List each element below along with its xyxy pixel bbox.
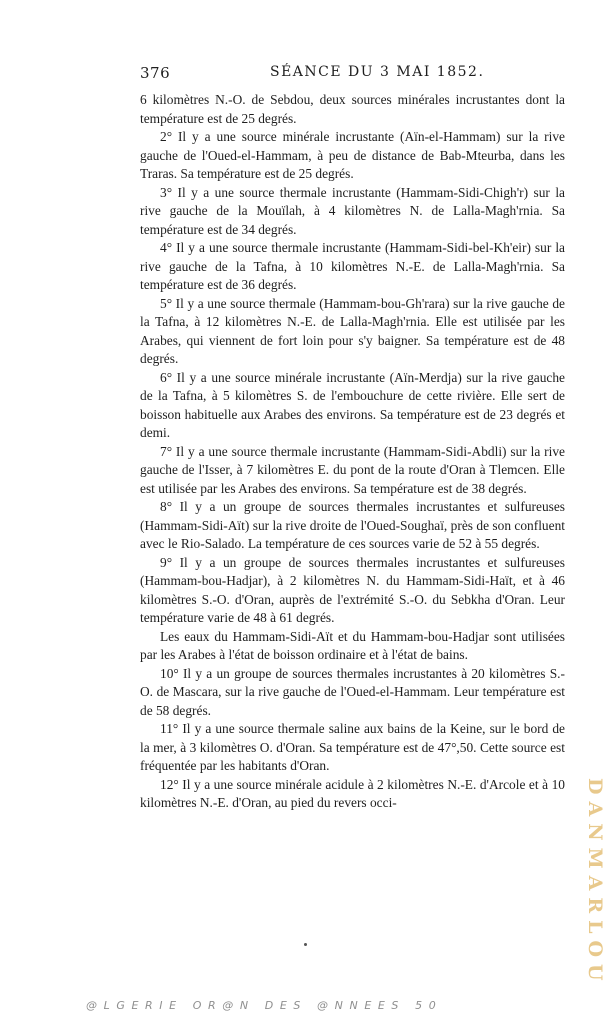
paragraph-note: Les eaux du Hammam-Sidi-Aït et du Hammam-bou-Hadjar sont utilisées par les Arabes à l'état de boisson ordinaire et à l'état de bains. [140,628,565,662]
bottom-watermark: @LGERIE OR@N DES @NNEES 50 [86,999,443,1012]
page-header [140,64,565,86]
paragraph-item-9: 9° Il y a un groupe de sources thermales incrustantes et sulfureuses (Hammam-bou-Hadjar), à 2 kilomètres N. du Hammam-Sidi-Haït, et à 46 kilomètres S.-O. d'Oran, auprès de l'extrémité S.-O. du Sebkha d'Oran. Leur température varie de 48 à 61 degrés. [140,554,565,625]
paragraph-item-5: 5° Il y a une source thermale (Hammam-bou-Gh'rara) sur la rive gauche de la Tafna, à 12 kilomètres N.-E. de Lalla-Magh'rnia. Elle est utilisée par les Arabes, qui viennent de fort loin pour s'y baigner. Sa température est de 48 degrés. [140,295,565,366]
paragraph-item-2: 2° Il y a une source minérale incrustante (Aïn-el-Hammam) sur la rive gauche de l'Oued-el-Hammam, à peu de distance de Bab-Mteurba, dans les Traras. Sa température est de 25 degrés. [140,129,565,181]
paragraph-continuation: 6 kilomètres N.-O. de Sebdou, deux sources minérales incrustantes dont la température est de 25 degrés. [140,92,565,126]
paragraph-item-3: 3° Il y a une source thermale incrustante (Hammam-Sidi-Chigh'r) sur la rive gauche de la Mouïlah, à 4 kilomètres N. de Lalla-Magh'rnia. Sa température est de 34 degrés. [140,184,565,237]
side-watermark: DANMARLOU [584,778,606,988]
paragraph-item-11: 11° Il y a une source thermale saline aux bains de la Keine, sur le bord de la mer, à 3 kilomètres O. d'Oran. Sa température est de 47°,50. Cette source est fréquentée par les habitants d'Oran. [140,721,565,773]
paragraph-item-10: 10° Il y a un groupe de sources thermales incrustantes à 20 kilomètres S.-O. de Mascara, sur la rive gauche de l'Oued-el-Hammam. Leur température est de 58 degrés. [140,665,565,718]
paragraph-item-12: 12° Il y a une source minérale acidule à 2 kilomètres N.-E. d'Arcole et à 10 kilomètres N.-E. d'Oran, au pied du revers occi- [140,776,565,810]
paragraph-item-7: 7° Il y a une source thermale incrustante (Hammam-Sidi-Abdli) sur la rive gauche de l'Isser, à 7 kilomètres E. du pont de la route d'Oran à Tlemcen. Elle est utilisée par les Arabes des environs. Sa température est de 38 degrés. [140,443,565,496]
paragraph-item-6: 6° Il y a une source minérale incrustante (Aïn-Merdja) sur la rive gauche de la Tafna, à 5 kilomètres S. de l'embouchure de cette rivière. Elle sert de boisson habituelle aux Arabes des environs. Sa température est de 23 degrés et demi. [140,369,565,440]
body-text [140,91,565,813]
paragraph-item-4: 4° Il y a une source thermale incrustante (Hammam-Sidi-bel-Kh'eir) sur la rive gauche de la Tafna, à 10 kilomètres N.-E. de Lalla-Magh'rnia. Sa température est de 36 degrés. [140,240,565,292]
running-title: SÉANCE DU 3 MAI 1852. [270,64,485,80]
paragraph-item-8: 8° Il y a un groupe de sources thermales incrustantes et sulfureuses (Hammam-Sidi-Aït) sur la rive droite de l'Oued-Soughaï, près de son confluent avec le Rio-Salado. La température de ces sources varie de 52 à 55 degrés. [140,499,565,551]
page-number: 376 [140,64,171,82]
ink-dot [304,943,307,946]
